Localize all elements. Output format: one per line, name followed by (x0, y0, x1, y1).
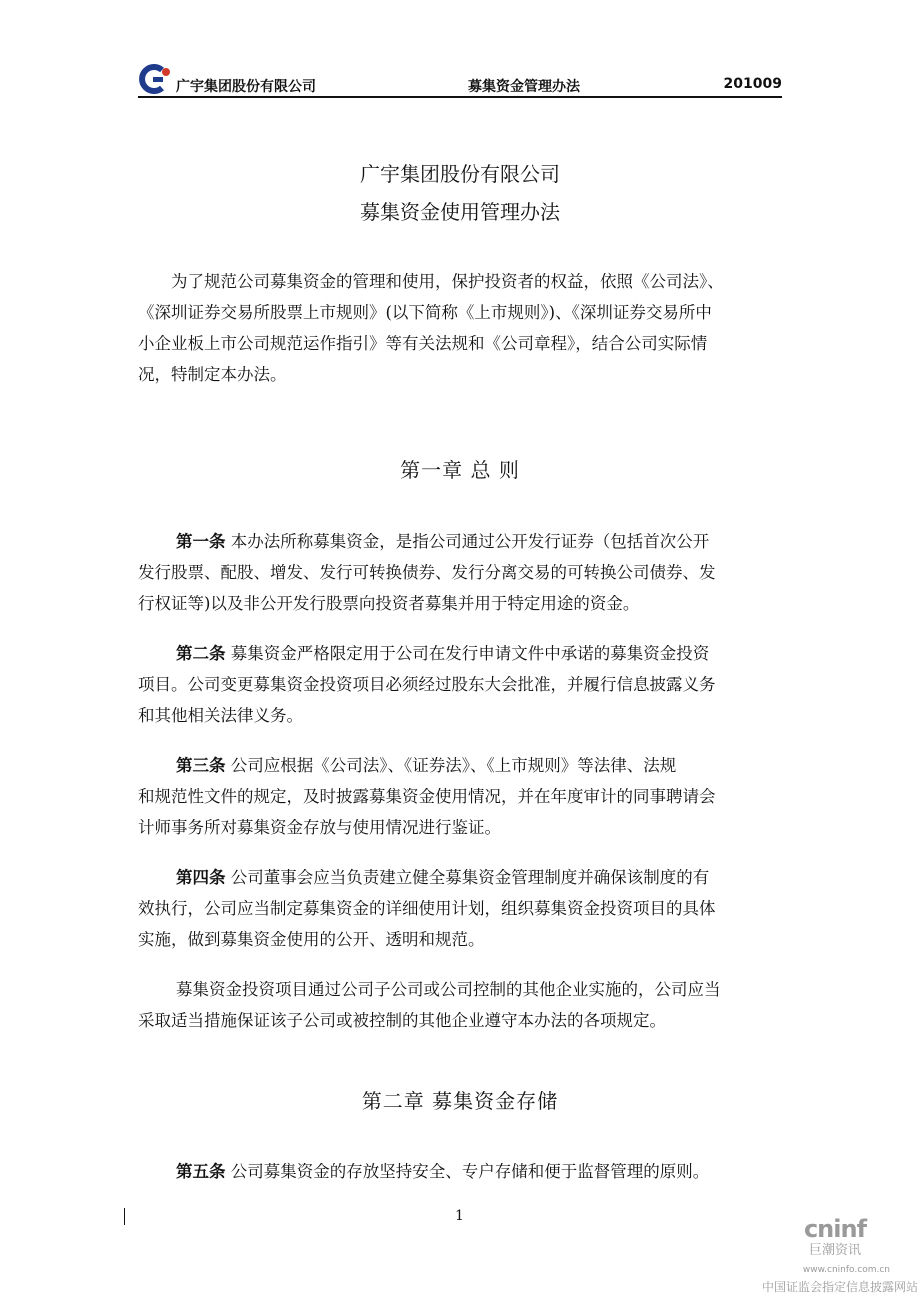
article-text: 项目。公司变更募集资金投资项目必须经过股东大会批准，并履行信息披露义务 (138, 675, 716, 694)
article-3 (138, 750, 782, 843)
preamble-line: 《深圳证券交易所股票上市规则》(以下简称《上市规则》)、《深圳证券交易所中 (138, 303, 712, 322)
header-rule (138, 96, 782, 98)
document-title-line2: 募集资金使用管理办法 (360, 200, 560, 224)
company-logo-icon (138, 64, 172, 94)
article-text: 行权证等)以及非公开发行股票向投资者募集并用于特定用途的资金。 (138, 594, 640, 613)
chapter-heading: 第二章 募集资金存储 (361, 1089, 559, 1113)
preamble-line: 况，特制定本办法。 (138, 365, 287, 384)
watermark-site: 中国证监会指定信息披露网站 (761, 1280, 918, 1294)
article-text: 公司募集资金的存放坚持安全、专户存储和便于监督管理的原则。 (230, 1162, 710, 1181)
preamble (138, 266, 782, 390)
article-4 (138, 862, 782, 955)
article-text: 募集资金严格限定用于公司在发行申请文件中承诺的募集资金投资 (230, 644, 710, 663)
article-text: 采取适当措施保证该子公司或被控制的其他企业遵守本办法的各项规定。 (138, 1011, 666, 1030)
preamble-line: 为了规范公司募集资金的管理和使用，保护投资者的权益，依照《公司法》、 (171, 272, 724, 291)
watermark-logo: cninf (803, 1215, 867, 1243)
article-label: 第五条 (176, 1162, 226, 1181)
article-text: 计师事务所对募集资金存放与使用情况进行鉴证。 (138, 818, 501, 837)
article-text: 和其他相关法律义务。 (138, 706, 303, 725)
article-label: 第二条 (176, 644, 226, 663)
article-text: 公司应根据《公司法》、《证券法》、《上市规则》等法律、法规 (230, 756, 677, 775)
document-title-line1: 广宇集团股份有限公司 (360, 162, 560, 186)
article-2 (138, 638, 782, 731)
article-4-paragraph-2 (138, 974, 782, 1036)
article-text: 募集资金投资项目通过公司子公司或公司控制的其他企业实施的，公司应当 (176, 980, 721, 999)
article-label: 第四条 (176, 868, 226, 887)
article-text: 效执行，公司应当制定募集资金的详细使用计划，组织募集资金投资项目的具体 (138, 899, 716, 918)
article-text: 本办法所称募集资金，是指公司通过公开发行证券（包括首次公开 (230, 532, 710, 551)
article-text: 公司董事会应当负责建立健全募集资金管理制度并确保该制度的有 (230, 868, 710, 887)
page-number: 1 (455, 1208, 464, 1224)
preamble-line: 小企业板上市公司规范运作指引》等有关法规和《公司章程》，结合公司实际情 (138, 334, 708, 353)
watermark-url: www.cninfo.com.cn (802, 1265, 890, 1275)
article-text: 和规范性文件的规定，及时披露募集资金使用情况，并在年度审计的同事聘请会 (138, 787, 716, 806)
article-label: 第三条 (176, 756, 226, 775)
header-document-title: 募集资金管理办法 (468, 79, 580, 95)
chapter-heading: 第一章 总 则 (400, 458, 520, 482)
page-header (138, 62, 782, 96)
cninfo-watermark (780, 1215, 890, 1258)
article-text: 发行股票、配股、增发、发行可转换债券、发行分离交易的可转换公司债券、发 (138, 563, 716, 582)
header-company: 广宇集团股份有限公司 (176, 79, 316, 95)
article-5 (138, 1156, 782, 1187)
footer-marker (124, 1208, 125, 1225)
watermark-brand: 巨潮资讯 (808, 1243, 861, 1258)
article-1 (138, 526, 782, 619)
article-label: 第一条 (176, 532, 226, 551)
article-text: 实施，做到募集资金使用的公开、透明和规范。 (138, 930, 485, 949)
header-date: 201009 (723, 76, 782, 92)
